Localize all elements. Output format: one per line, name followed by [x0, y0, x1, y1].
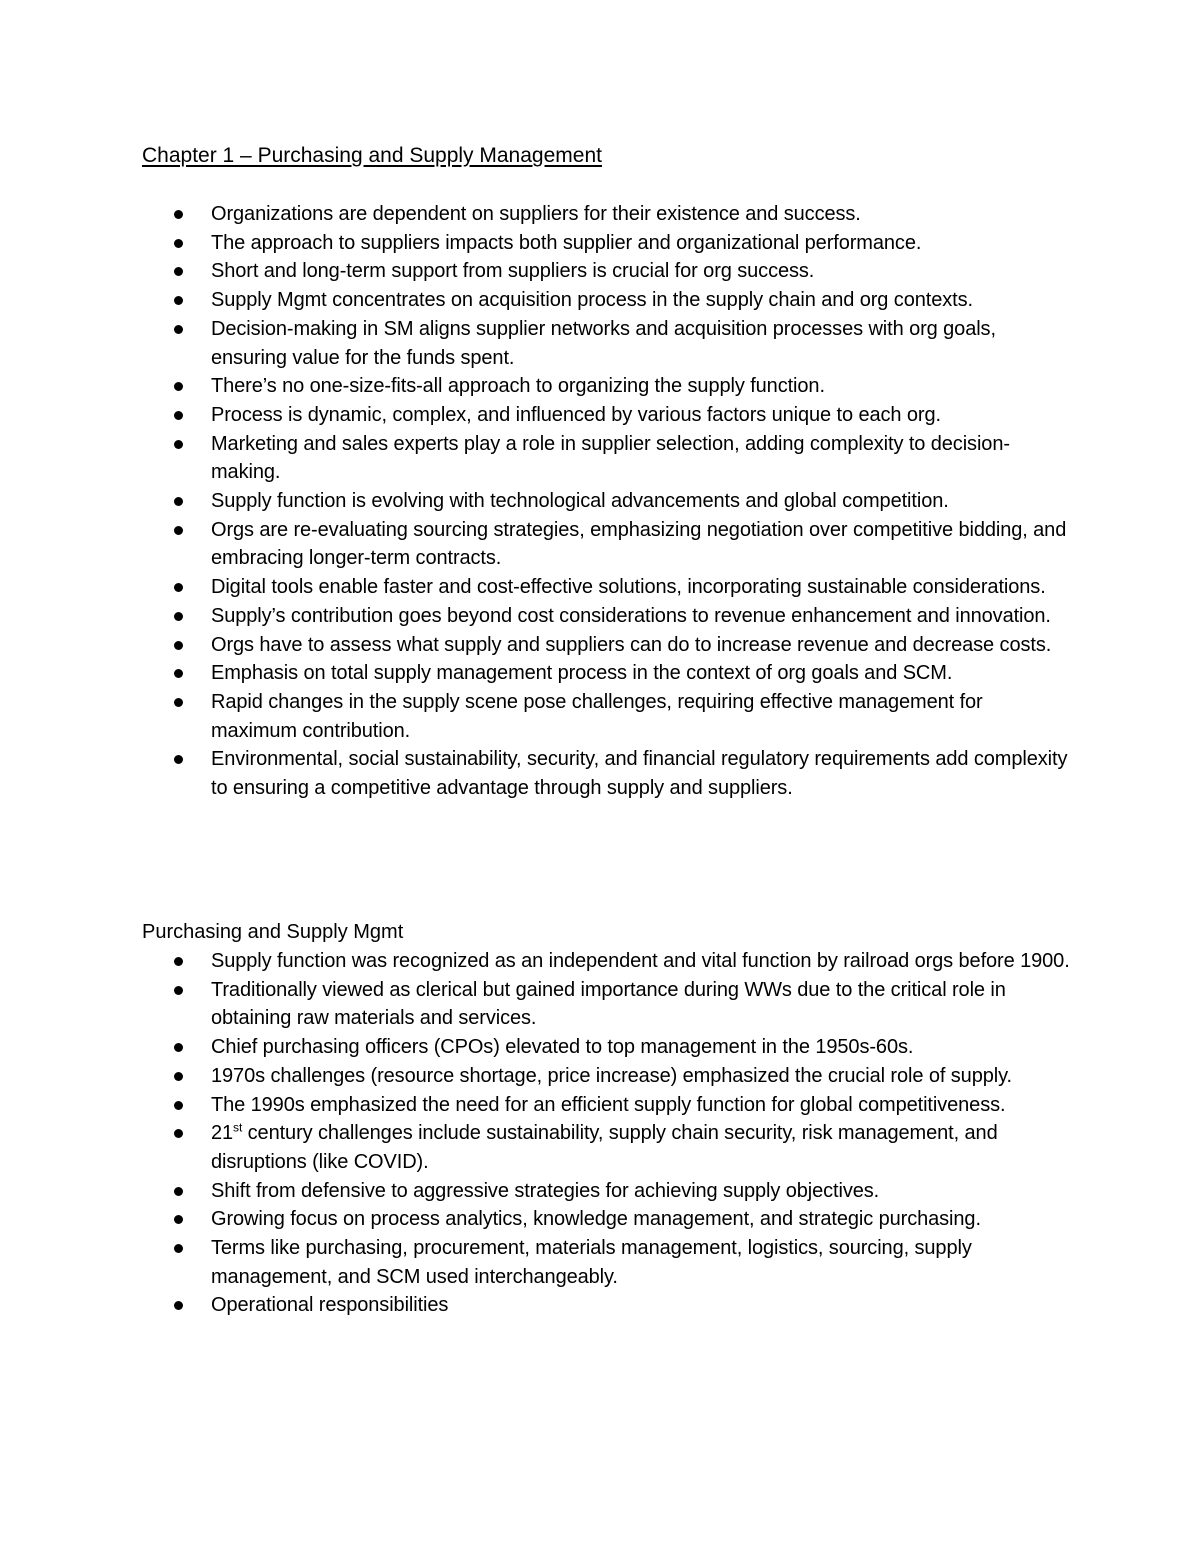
list-item: Rapid changes in the supply scene pose challenges, requiring effective management for maximum contribution. — [142, 688, 1072, 745]
bullet-icon — [174, 1187, 183, 1196]
list-item: Decision-making in SM aligns supplier networks and acquisition processes with org goals, ensuring value for the funds spent. — [142, 315, 1072, 372]
list-item: Orgs are re-evaluating sourcing strategies, emphasizing negotiation over competitive bidding, and embracing longer-term contracts. — [142, 516, 1072, 573]
bullet-icon — [174, 641, 183, 650]
bullet-icon — [174, 1043, 183, 1052]
bullet-icon — [174, 583, 183, 592]
list-item: Shift from defensive to aggressive strategies for achieving supply objectives. — [142, 1177, 1072, 1206]
page-title: Chapter 1 – Purchasing and Supply Management — [142, 144, 602, 167]
bullet-icon — [174, 440, 183, 449]
bullet-icon — [174, 497, 183, 506]
bullet-icon — [174, 526, 183, 535]
list-item: Organizations are dependent on suppliers for their existence and success. — [142, 200, 1072, 229]
bullet-icon — [174, 698, 183, 707]
section-bullet-list — [142, 947, 1072, 1320]
bullet-icon — [174, 755, 183, 764]
bullet-icon — [174, 957, 183, 966]
list-item: Process is dynamic, complex, and influenced by various factors unique to each org. — [142, 401, 1072, 430]
list-item: Terms like purchasing, procurement, materials management, logistics, sourcing, supply management, and SCM used interchangeably. — [142, 1234, 1072, 1291]
ordinal-superscript: st — [233, 1120, 243, 1135]
list-item: There’s no one-size-fits-all approach to organizing the supply function. — [142, 372, 1072, 401]
list-item: 21st century challenges include sustainability, supply chain security, risk management, and disruptions (like COVID). — [142, 1119, 1072, 1176]
bullet-icon — [174, 1129, 183, 1138]
bullet-icon — [174, 612, 183, 621]
bullet-icon — [174, 1101, 183, 1110]
bullet-icon — [174, 1215, 183, 1224]
bullet-icon — [174, 1072, 183, 1081]
list-item: Supply function is evolving with technological advancements and global competition. — [142, 487, 1072, 516]
bullet-icon — [174, 986, 183, 995]
list-item: Supply function was recognized as an independent and vital function by railroad orgs before 1900. — [142, 947, 1072, 976]
list-item: Environmental, social sustainability, security, and financial regulatory requirements add complexity to ensuring a competitive advantage through supply and suppliers. — [142, 745, 1072, 802]
list-item: 1970s challenges (resource shortage, price increase) emphasized the crucial role of supply. — [142, 1062, 1072, 1091]
list-item: Digital tools enable faster and cost-effective solutions, incorporating sustainable considerations. — [142, 573, 1072, 602]
intro-bullet-list — [142, 200, 1072, 803]
list-item: Supply Mgmt concentrates on acquisition process in the supply chain and org contexts. — [142, 286, 1072, 315]
bullet-icon — [174, 1301, 183, 1310]
list-item: Traditionally viewed as clerical but gained importance during WWs due to the critical role in obtaining raw materials and services. — [142, 976, 1072, 1033]
list-item: Chief purchasing officers (CPOs) elevated to top management in the 1950s-60s. — [142, 1033, 1072, 1062]
bullet-icon — [174, 669, 183, 678]
list-item: The approach to suppliers impacts both supplier and organizational performance. — [142, 229, 1072, 258]
bullet-icon — [174, 325, 183, 334]
list-item: Supply’s contribution goes beyond cost considerations to revenue enhancement and innovation. — [142, 602, 1072, 631]
bullet-icon — [174, 210, 183, 219]
list-item: Marketing and sales experts play a role in supplier selection, adding complexity to decision-making. — [142, 430, 1072, 487]
section-heading: Purchasing and Supply Mgmt — [142, 921, 404, 943]
bullet-icon — [174, 411, 183, 420]
list-item: Orgs have to assess what supply and suppliers can do to increase revenue and decrease costs. — [142, 631, 1072, 660]
list-item: Growing focus on process analytics, knowledge management, and strategic purchasing. — [142, 1205, 1072, 1234]
bullet-icon — [174, 1244, 183, 1253]
list-item: Short and long-term support from suppliers is crucial for org success. — [142, 257, 1072, 286]
bullet-icon — [174, 296, 183, 305]
list-item: Emphasis on total supply management process in the context of org goals and SCM. — [142, 659, 1072, 688]
list-item: The 1990s emphasized the need for an efficient supply function for global competitiveness. — [142, 1091, 1072, 1120]
bullet-icon — [174, 382, 183, 391]
list-item: Operational responsibilities — [142, 1291, 1072, 1320]
bullet-icon — [174, 239, 183, 248]
bullet-icon — [174, 267, 183, 276]
